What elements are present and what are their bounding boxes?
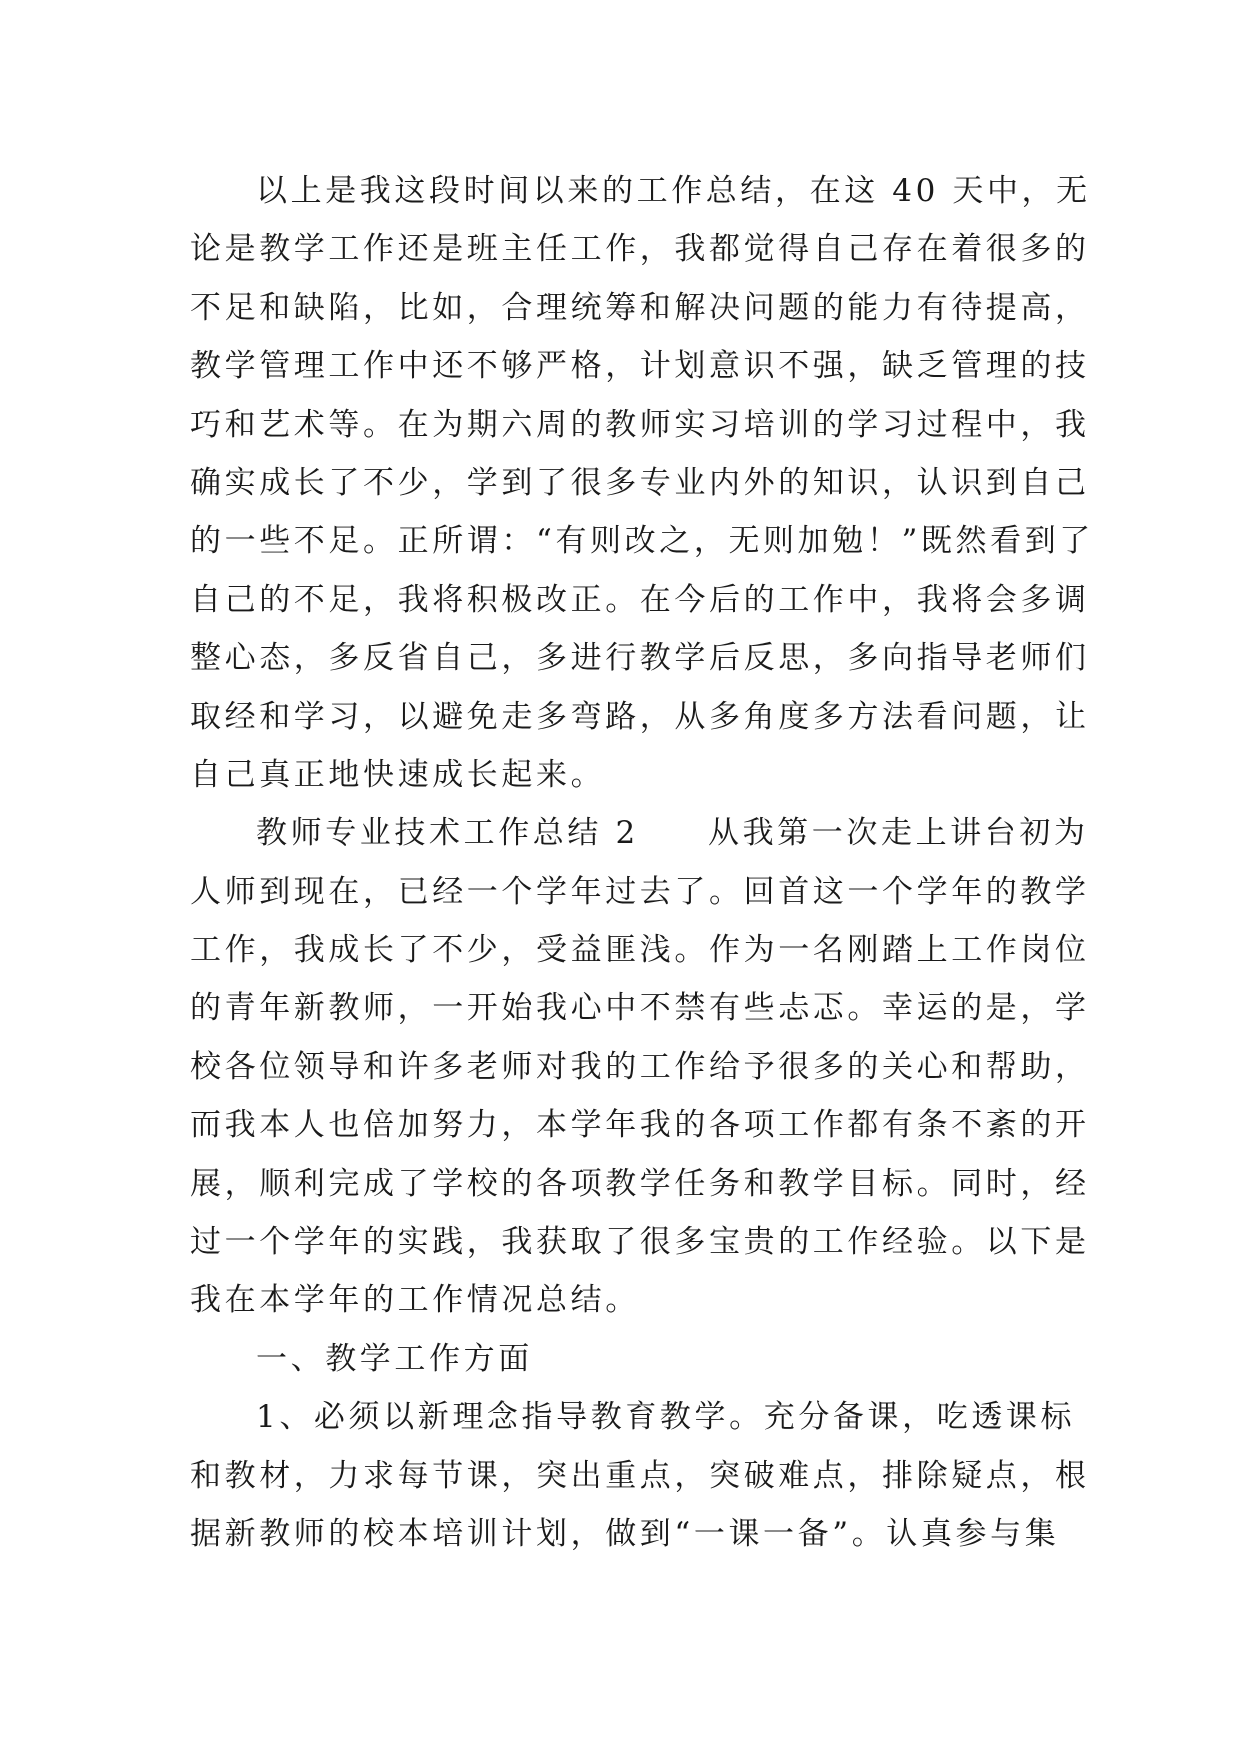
paragraph-1-line-8: 自己的不足，我将积极改正。在今后的工作中，我将会多调 — [190, 581, 1090, 618]
document-body — [190, 162, 1094, 1563]
paragraph-2-line-4: 的青年新教师，一开始我心中不禁有些忐忑。幸运的是，学 — [190, 990, 1090, 1027]
paragraph-1-line-2: 论是教学工作还是班主任工作，我都觉得自己存在着很多的 — [190, 231, 1090, 268]
paragraph-1-line-5: 巧和艺术等。在为期六周的教师实习培训的学习过程中，我 — [190, 406, 1090, 443]
paragraph-1-line-11: 自己真正地快速成长起来。 — [190, 756, 606, 793]
paragraph-1-line-3: 不足和缺陷，比如，合理统筹和解决问题的能力有待提高， — [190, 289, 1090, 326]
paragraph-1-line-10: 取经和学习，以避免走多弯路，从多角度多方法看问题，让 — [190, 698, 1090, 735]
paragraph-1-line-1: 以上是我这段时间以来的工作总结，在这 40 天中，无 — [256, 173, 1091, 209]
paragraph-1-line-4: 教学管理工作中还不够严格，计划意识不强，缺乏管理的技 — [190, 348, 1090, 385]
paragraph-2-line-5: 校各位领导和许多老师对我的工作给予很多的关心和帮助， — [190, 1048, 1090, 1085]
paragraph-3-line-3: 据新教师的校本培训计划，做到“一课一备”。认真参与集 — [190, 1515, 1060, 1552]
paragraph-1-line-6: 确实成长了不少，学到了很多专业内外的知识，认识到自己 — [190, 464, 1090, 501]
paragraph-2-line-9: 我在本学年的工作情况总结。 — [190, 1282, 640, 1319]
paragraph-2-line-6: 而我本人也倍加努力，本学年我的各项工作都有条不紊的开 — [190, 1107, 1090, 1144]
paragraph-1-line-9: 整心态，多反省自己，多进行教学后反思，多向指导老师们 — [190, 640, 1090, 677]
paragraph-2-line-2: 人师到现在，已经一个学年过去了。回首这一个学年的教学 — [190, 873, 1090, 910]
paragraph-3-line-2: 和教材，力求每节课，突出重点，突破难点，排除疑点，根 — [190, 1457, 1090, 1494]
section-heading: 一、教学工作方面 — [256, 1340, 533, 1377]
paragraph-2-line-7: 展，顺利完成了学校的各项教学任务和教学目标。同时，经 — [190, 1165, 1090, 1202]
paragraph-2-line-8: 过一个学年的实践，我获取了很多宝贵的工作经验。以下是 — [190, 1224, 1090, 1261]
paragraph-3-line-1: 1、必须以新理念指导教育教学。充分备课，吃透课标 — [256, 1399, 1076, 1436]
paragraph-1-line-7: 的一些不足。正所谓：“有则改之，无则加勉！”既然看到了 — [190, 523, 1094, 560]
paragraph-2-line-3: 工作，我成长了不少，受益匪浅。作为一名刚踏上工作岗位 — [190, 932, 1090, 969]
paragraph-2-line-1: 教师专业技术工作总结 2 从我第一次走上讲台初为 — [256, 815, 1089, 852]
